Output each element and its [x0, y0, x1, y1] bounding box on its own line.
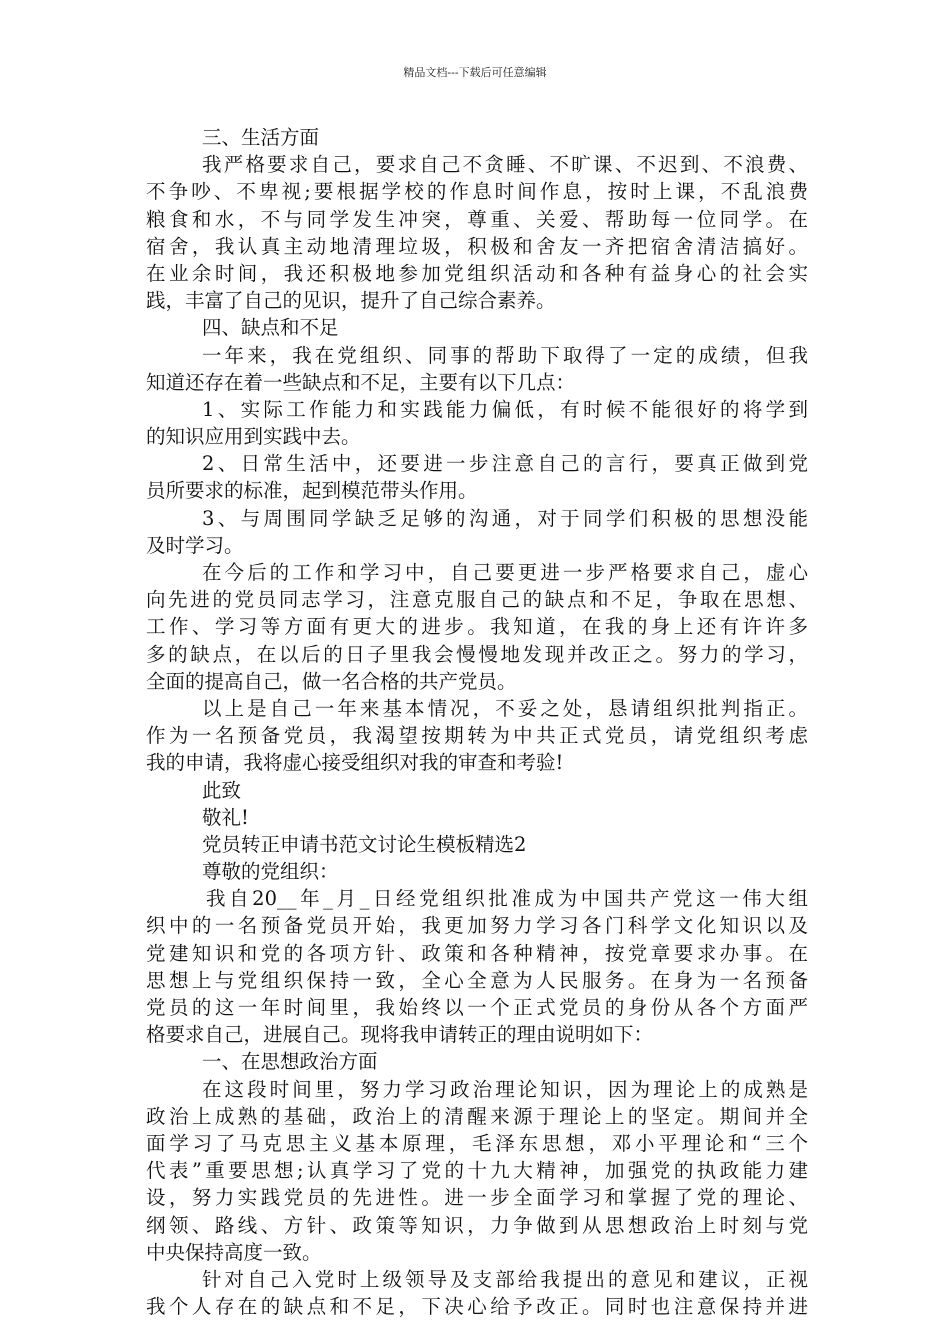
text-line: 在今后的工作和学习中，自己要更进一步严格要求自己，虚心 — [202, 561, 808, 584]
page-header: 精品文档---下载后可任意编辑 — [403, 66, 547, 79]
text-line: 一、在思想政治方面 — [202, 1050, 378, 1074]
text-line: 我严格要求自己，要求自己不贪睡、不旷课、不迟到、不浪费、 — [202, 153, 808, 177]
text-line: 向先进的党员同志学习，注意克服自己的缺点和不足，争取在思想、 — [146, 588, 808, 612]
text-line: 3、与周围同学缺乏足够的沟通，对于同学们积极的思想没能 — [202, 506, 808, 530]
text-line: 中央保持高度一致。 — [146, 1240, 322, 1264]
text-line: 织中的一名预备党员开始，我更加努力学习各门科学文化知识以及 — [146, 914, 808, 938]
text-line: 1、实际工作能力和实践能力偏低，有时候不能很好的将学到 — [202, 397, 808, 421]
text-line: 代表”重要思想;认真学习了党的十九大精神，加强党的执政能力建 — [146, 1159, 808, 1183]
text-line: 尊敬的党组织： — [202, 860, 339, 884]
text-line: 思想上与党组织保持一致，全心全意为人民服务。在身为一名预备 — [146, 968, 808, 992]
text-line: 党员转正申请书范文讨论生模板精选2 — [202, 832, 527, 856]
text-line: 宿舍，我认真主动地清理垃圾，积极和舍友一齐把宿舍清洁搞好。 — [146, 234, 808, 258]
text-line: 我的申请，我将虚心接受组织对我的审查和考验! — [146, 751, 564, 775]
text-line: 粮食和水，不与同学发生冲突，尊重、关爱、帮助每一位同学。在 — [146, 207, 808, 231]
text-line: 2、日常生活中，还要进一步注意自己的言行，要真正做到党 — [202, 452, 808, 476]
text-line: 以上是自己一年来基本情况，不妥之处，恳请组织批判指正。 — [202, 696, 808, 720]
text-line: 设，努力实践党员的先进性。进一步全面学习和掌握了党的理论、 — [146, 1186, 808, 1210]
text-line: 一年来，我在党组织、同事的帮助下取得了一定的成绩，但我 — [202, 343, 808, 367]
text-line: 员所要求的标准，起到模范带头作用。 — [146, 479, 478, 503]
text-line: 党员的这一年时间里，我始终以一个正式党员的身份从各个方面严 — [146, 996, 808, 1019]
text-line: 不争吵、不卑视;要根据学校的作息时间作息，按时上课，不乱浪费 — [146, 180, 808, 204]
text-line: 在业余时间，我还积极地参加党组织活动和各种有益身心的社会实 — [146, 261, 808, 285]
text-line: 及时学习。 — [146, 533, 244, 557]
text-line: 全面的提高自己，做一名合格的共产党员。 — [146, 669, 517, 693]
text-line: 践，丰富了自己的见识，提升了自己综合素养。 — [146, 289, 556, 313]
text-line: 敬礼! — [202, 805, 249, 829]
text-line: 知道还存在着一些缺点和不足，主要有以下几点： — [146, 370, 576, 394]
text-line: 三、生活方面 — [202, 126, 320, 149]
document-body — [146, 124, 808, 1320]
text-line: 面学习了马克思主义基本原理，毛泽东思想，邓小平理论和“三个 — [146, 1131, 808, 1155]
text-line: 政治上成熟的基础，政治上的清醒来源于理论上的坚定。期间并全 — [146, 1104, 808, 1128]
text-line: 四、缺点和不足 — [202, 316, 339, 340]
text-line: 多的缺点，在以后的日子里我会慢慢地发现并改正之。努力的学习， — [146, 642, 808, 666]
text-line: 纲领、路线、方针、政策等知识，力争做到从思想政治上时刻与党 — [146, 1213, 808, 1237]
text-line: 作为一名预备党员，我渴望按期转为中共正式党员，请党组织考虑 — [146, 724, 808, 748]
text-line: 党建知识和党的各项方针、政策和各种精神，按党章要求办事。在 — [146, 941, 808, 965]
text-line: 在这段时间里，努力学习政治理论知识，因为理论上的成熟是 — [202, 1077, 808, 1101]
text-line: 工作、学习等方面有更大的进步。我知道，在我的身上还有许许多 — [146, 615, 808, 639]
text-line: 的知识应用到实践中去。 — [146, 425, 361, 449]
text-line: 此致 — [202, 778, 242, 802]
text-line: 针对自己入党时上级领导及支部给我提出的意见和建议，正视 — [202, 1267, 808, 1291]
text-line: 格要求自己，进展自己。现将我申请转正的理由说明如下： — [146, 1023, 654, 1047]
text-line: 我个人存在的缺点和不足，下决心给予改正。同时也注意保持并进 — [146, 1295, 808, 1319]
text-line: 我自20__年_月_日经党组织批准成为中国共产党这一伟大组 — [206, 887, 808, 911]
